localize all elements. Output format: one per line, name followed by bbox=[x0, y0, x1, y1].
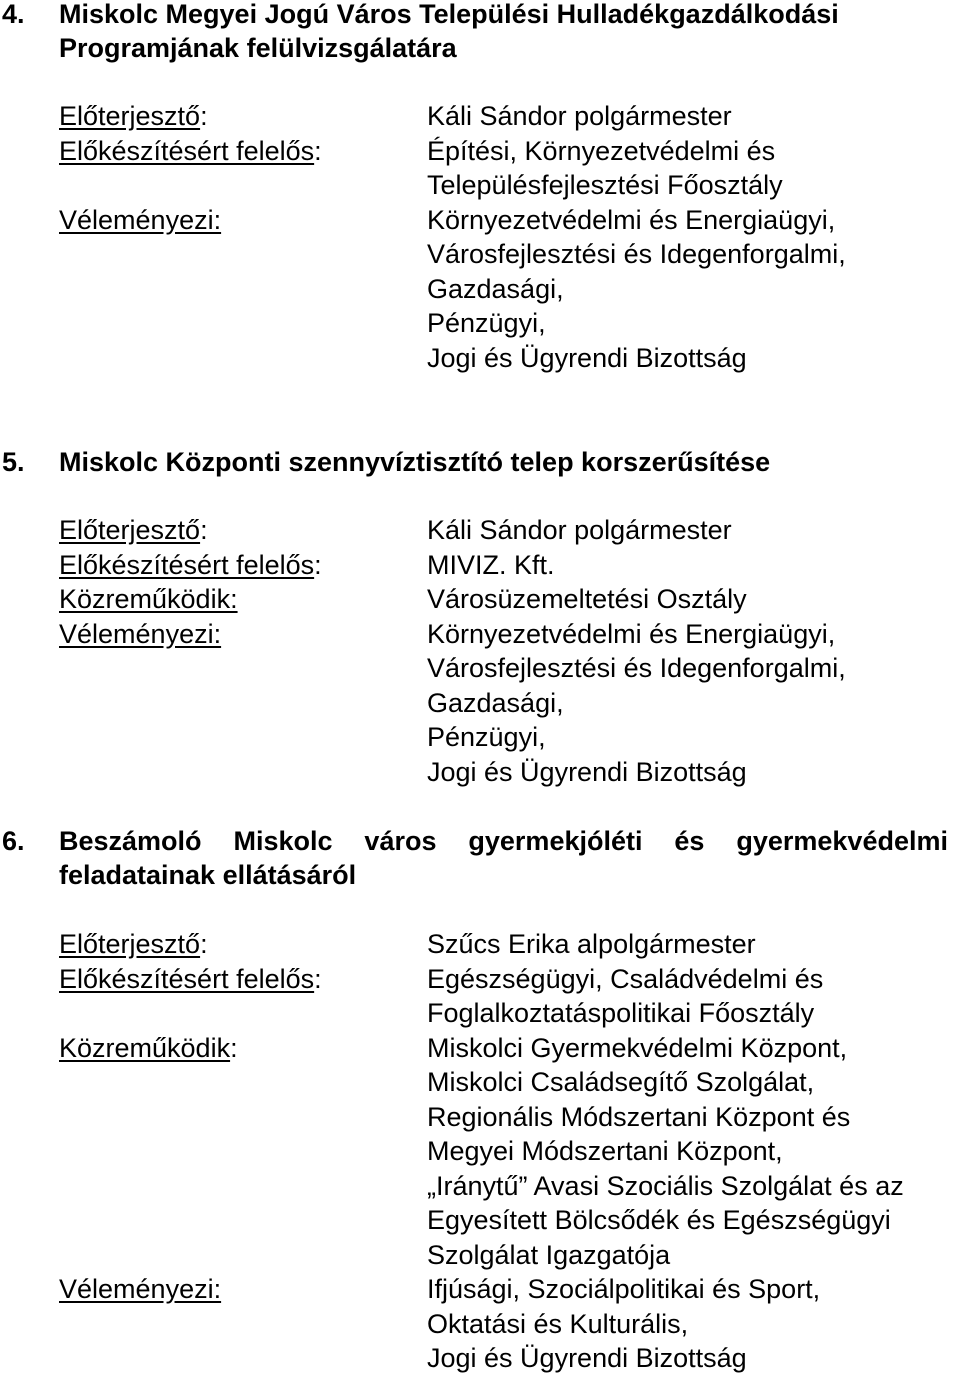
title-line: Miskolc Megyei Jogú Város Települési Hulladékgazdálkodási bbox=[59, 0, 839, 29]
reviewers-label: Véleményezi: bbox=[59, 618, 222, 649]
contributor-label: Közreműködik: bbox=[59, 1032, 238, 1063]
value-line: Oktatási és Kulturális, bbox=[427, 1308, 689, 1339]
value-line: Miskolci Gyermekvédelmi Központ, bbox=[427, 1032, 848, 1063]
contributor-label: Közreműködik: bbox=[59, 584, 238, 614]
value-line: Jogi és Ügyrendi Bizottság bbox=[427, 1343, 747, 1373]
responsible-value bbox=[427, 962, 823, 1031]
responsible-label: Előkészítésért felelős: bbox=[59, 135, 322, 166]
value-line: Építési, Környezetvédelmi és bbox=[427, 135, 776, 166]
responsible-value bbox=[427, 548, 555, 583]
value-line: Környezetvédelmi és Energiaügyi, bbox=[427, 618, 836, 649]
value-line: Városfejlesztési és Idegenforgalmi, bbox=[427, 239, 846, 269]
value-line: Káli Sándor polgármester bbox=[427, 101, 732, 131]
value-line: Jogi és Ügyrendi Bizottság bbox=[427, 342, 747, 373]
reviewers-value bbox=[427, 1272, 820, 1376]
value-line: Foglalkoztatáspolitikai Főosztály bbox=[427, 998, 815, 1028]
presenter-value bbox=[427, 927, 756, 962]
agenda-item-number: 6. bbox=[2, 826, 25, 856]
agenda-item-title bbox=[59, 824, 948, 892]
agenda-item-5-heading bbox=[0, 445, 948, 479]
value-line: Szolgálat Igazgatója bbox=[427, 1239, 671, 1270]
value-line: Gazdasági, bbox=[427, 273, 564, 304]
value-line: Egyesített Bölcsődék és Egészségügyi bbox=[427, 1205, 891, 1235]
presenter-value bbox=[427, 513, 732, 548]
value-line: Regionális Módszertani Központ és bbox=[427, 1101, 851, 1132]
value-line: Városüzemeltetési Osztály bbox=[427, 584, 747, 614]
agenda-item-6-heading bbox=[0, 824, 948, 892]
agenda-item-title bbox=[59, 445, 948, 479]
contributor-value bbox=[427, 582, 747, 617]
value-line: MIVIZ. Kft. bbox=[427, 549, 555, 580]
value-line: Jogi és Ügyrendi Bizottság bbox=[427, 756, 747, 787]
presenter-value bbox=[427, 99, 732, 134]
reviewers-value bbox=[427, 203, 846, 376]
reviewers-label: Véleményezi: bbox=[59, 204, 222, 235]
reviewers-value bbox=[427, 617, 846, 790]
value-line: Településfejlesztési Főosztály bbox=[427, 170, 783, 200]
agenda-item-title bbox=[59, 0, 948, 65]
title-line: feladatainak ellátásáról bbox=[59, 860, 357, 890]
value-line: Megyei Módszertani Központ, bbox=[427, 1136, 783, 1166]
responsible-value bbox=[427, 134, 783, 203]
value-line: Miskolci Családsegítő Szolgálat, bbox=[427, 1067, 815, 1097]
value-line: Ifjúsági, Szociálpolitikai és Sport, bbox=[427, 1274, 821, 1304]
value-line: Egészségügyi, Családvédelmi és bbox=[427, 963, 824, 994]
value-line: Pénzügyi, bbox=[427, 722, 546, 752]
contributor-value bbox=[427, 1031, 904, 1273]
agenda-item-number: 4. bbox=[2, 0, 25, 29]
value-line: Környezetvédelmi és Energiaügyi, bbox=[427, 204, 836, 235]
responsible-label: Előkészítésért felelős: bbox=[59, 963, 322, 994]
responsible-label: Előkészítésért felelős: bbox=[59, 549, 322, 580]
value-line: Pénzügyi, bbox=[427, 308, 546, 338]
value-line: Gazdasági, bbox=[427, 687, 564, 718]
reviewers-label: Véleményezi: bbox=[59, 1274, 222, 1304]
presenter-label: Előterjesztő: bbox=[59, 101, 208, 131]
value-line: „Iránytű” Avasi Szociális Szolgálat és az bbox=[427, 1170, 904, 1201]
value-line: Szűcs Erika alpolgármester bbox=[427, 929, 756, 959]
title-line: Miskolc Központi szennyvíztisztító telep korszerűsítése bbox=[59, 447, 771, 477]
presenter-label: Előterjesztő: bbox=[59, 515, 208, 545]
agenda-item-4-heading bbox=[0, 0, 948, 65]
presenter-label: Előterjesztő: bbox=[59, 929, 208, 959]
title-line: Programjának felülvizsgálatára bbox=[59, 33, 457, 63]
value-line: Káli Sándor polgármester bbox=[427, 515, 732, 545]
agenda-item-number: 5. bbox=[2, 447, 25, 477]
title-line: Beszámoló Miskolc város gyermekjóléti és gyermekvédelmi bbox=[59, 826, 948, 856]
value-line: Városfejlesztési és Idegenforgalmi, bbox=[427, 653, 846, 683]
